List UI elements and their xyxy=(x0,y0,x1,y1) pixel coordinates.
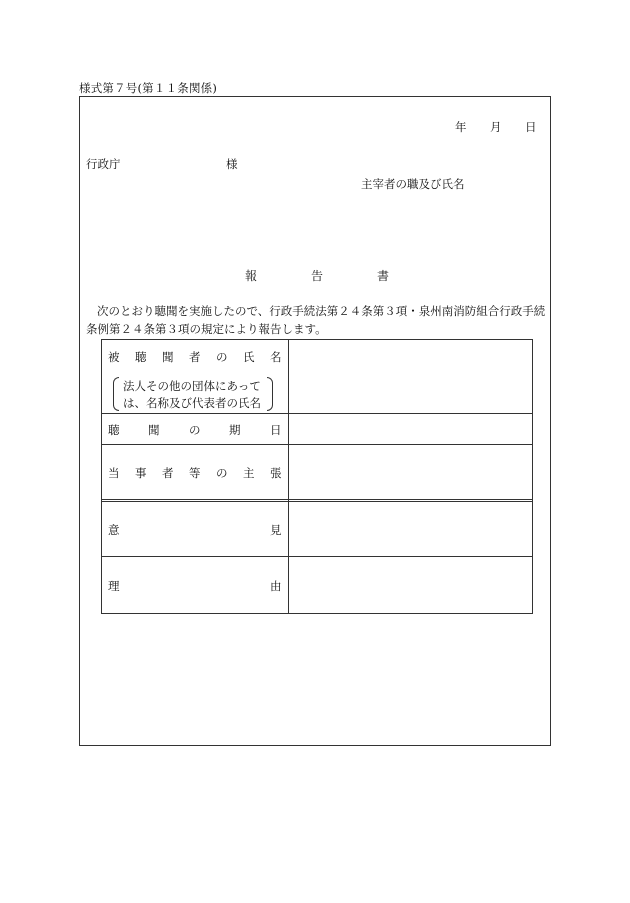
date-year-label: 年 xyxy=(455,120,467,134)
report-statement xyxy=(86,302,552,338)
document-title-char-1: 報 xyxy=(245,269,258,283)
date-month-label: 月 xyxy=(490,120,502,134)
report-statement-line-1: 次のとおり聴聞を実施したので、行政手続法第２４条第３項・泉州南消防組合行政手続 xyxy=(97,304,546,318)
addressee-label: 行政庁 xyxy=(86,157,121,171)
respondent-note-line-1: 法人その他の団体にあって xyxy=(123,379,261,393)
table-row-divider xyxy=(101,444,533,445)
respondent-note-line-2: は、名称及び代表者の氏名 xyxy=(123,396,261,410)
document-title-char-2: 告 xyxy=(311,269,324,283)
report-statement-line-2: 条例第２４条第３項の規定により報告します。 xyxy=(86,322,327,336)
table-row-divider-double xyxy=(101,499,533,502)
table-column-divider xyxy=(288,339,289,614)
right-bracket xyxy=(267,377,273,411)
table-row-divider xyxy=(101,556,533,557)
presider-label: 主宰者の職及び氏名 xyxy=(361,177,465,191)
left-bracket xyxy=(113,377,119,411)
date-day-label: 日 xyxy=(525,120,537,134)
respondent-note xyxy=(113,377,273,411)
document-title-char-3: 書 xyxy=(377,269,390,283)
form-number-label: 様式第７号(第１１条関係) xyxy=(79,81,218,95)
table-row-divider xyxy=(101,413,533,414)
honorific-label: 様 xyxy=(226,157,238,171)
